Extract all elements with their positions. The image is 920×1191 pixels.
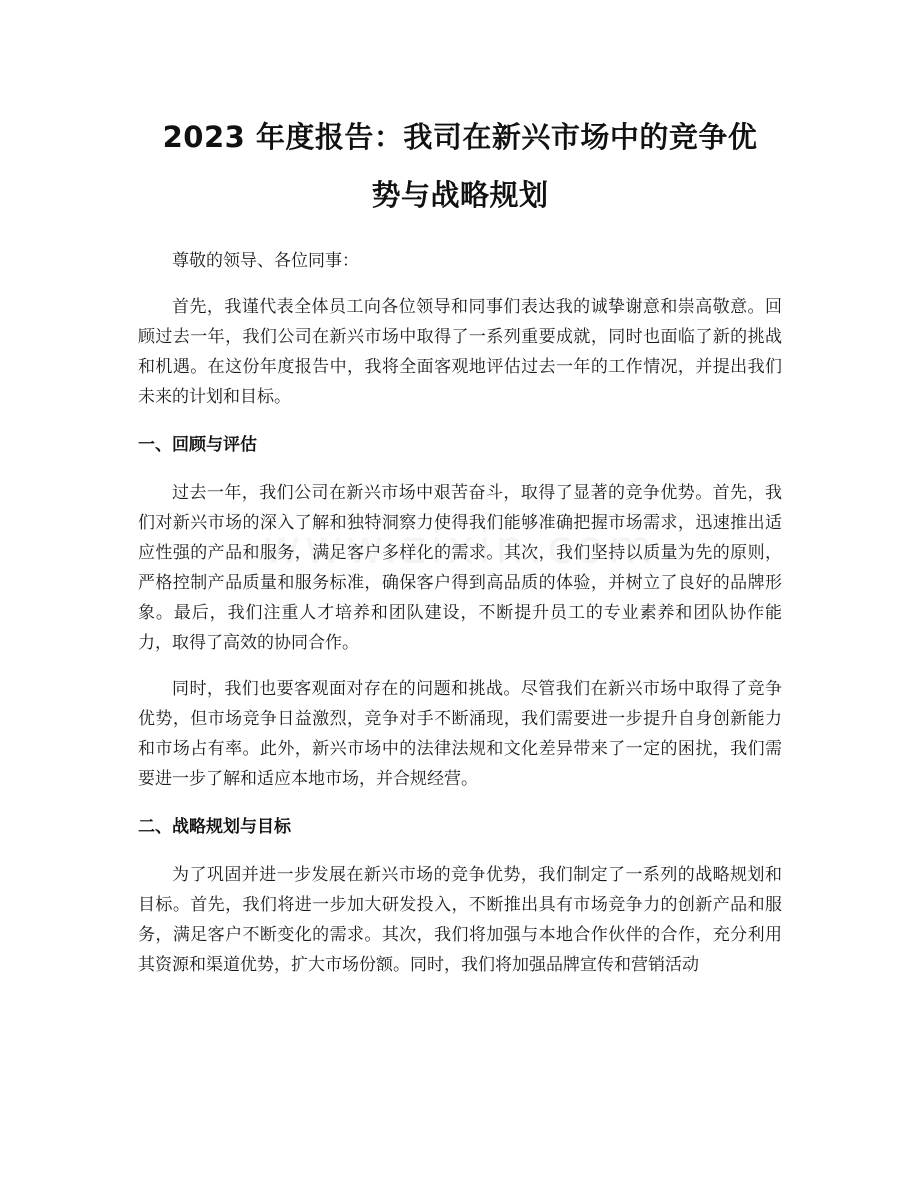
review-paragraph-1: 过去一年，我们公司在新兴市场中艰苦奋斗，取得了显著的竞争优势。首先，我们对新兴市场的深入了解和独特洞察力使得我们能够准确把握市场需求，迅速推出适应性强的产品和服务，满足客户多样化的需求。其次，我们坚持以质量为先的原则，严格控制产品质量和服务标准，确保客户得到高品质的体验，并树立了良好的品牌形象。最后，我们注重人才培养和团队建设，不断提升员工的专业素养和团队协作能力，取得了高效的协同合作。 xyxy=(138,483,782,653)
salutation: 尊敬的领导、各位同事： xyxy=(172,251,359,271)
intro-paragraph: 首先，我谨代表全体员工向各位领导和同事们表达我的诚挚谢意和崇高敬意。回顾过去一年，我们公司在新兴市场中取得了一系列重要成就，同时也面临了新的挑战和机遇。在这份年度报告中，我将全面客观地评估过去一年的工作情况，并提出我们未来的计划和目标。 xyxy=(138,297,782,407)
document-title-line-2: 势与战略规划 xyxy=(371,178,549,212)
section-heading-strategy: 二、战略规划与目标 xyxy=(138,817,291,837)
strategy-paragraph-1: 为了巩固并进一步发展在新兴市场的竞争优势，我们制定了一系列的战略规划和目标。首先，我们将进一步加大研发投入，不断推出具有市场竞争力的创新产品和服务，满足客户不断变化的需求。其次，我们将加强与本地合作伙伴的合作，充分利用其资源和渠道优势，扩大市场份额。同时，我们将加强品牌宣传和营销活动 xyxy=(138,865,782,975)
review-paragraph-2: 同时，我们也要客观面对存在的问题和挑战。尽管我们在新兴市场中取得了竞争优势，但市场竞争日益激烈，竞争对手不断涌现，我们需要进一步提升自身创新能力和市场占有率。此外，新兴市场中的法律法规和文化差异带来了一定的困扰，我们需要进一步了解和适应本地市场，并合规经营。 xyxy=(138,679,782,789)
section-heading-review: 一、回顾与评估 xyxy=(138,435,257,455)
document-title-line-1: 2023 年度报告：我司在新兴市场中的竞争优 xyxy=(162,120,758,154)
document-title xyxy=(138,108,782,224)
